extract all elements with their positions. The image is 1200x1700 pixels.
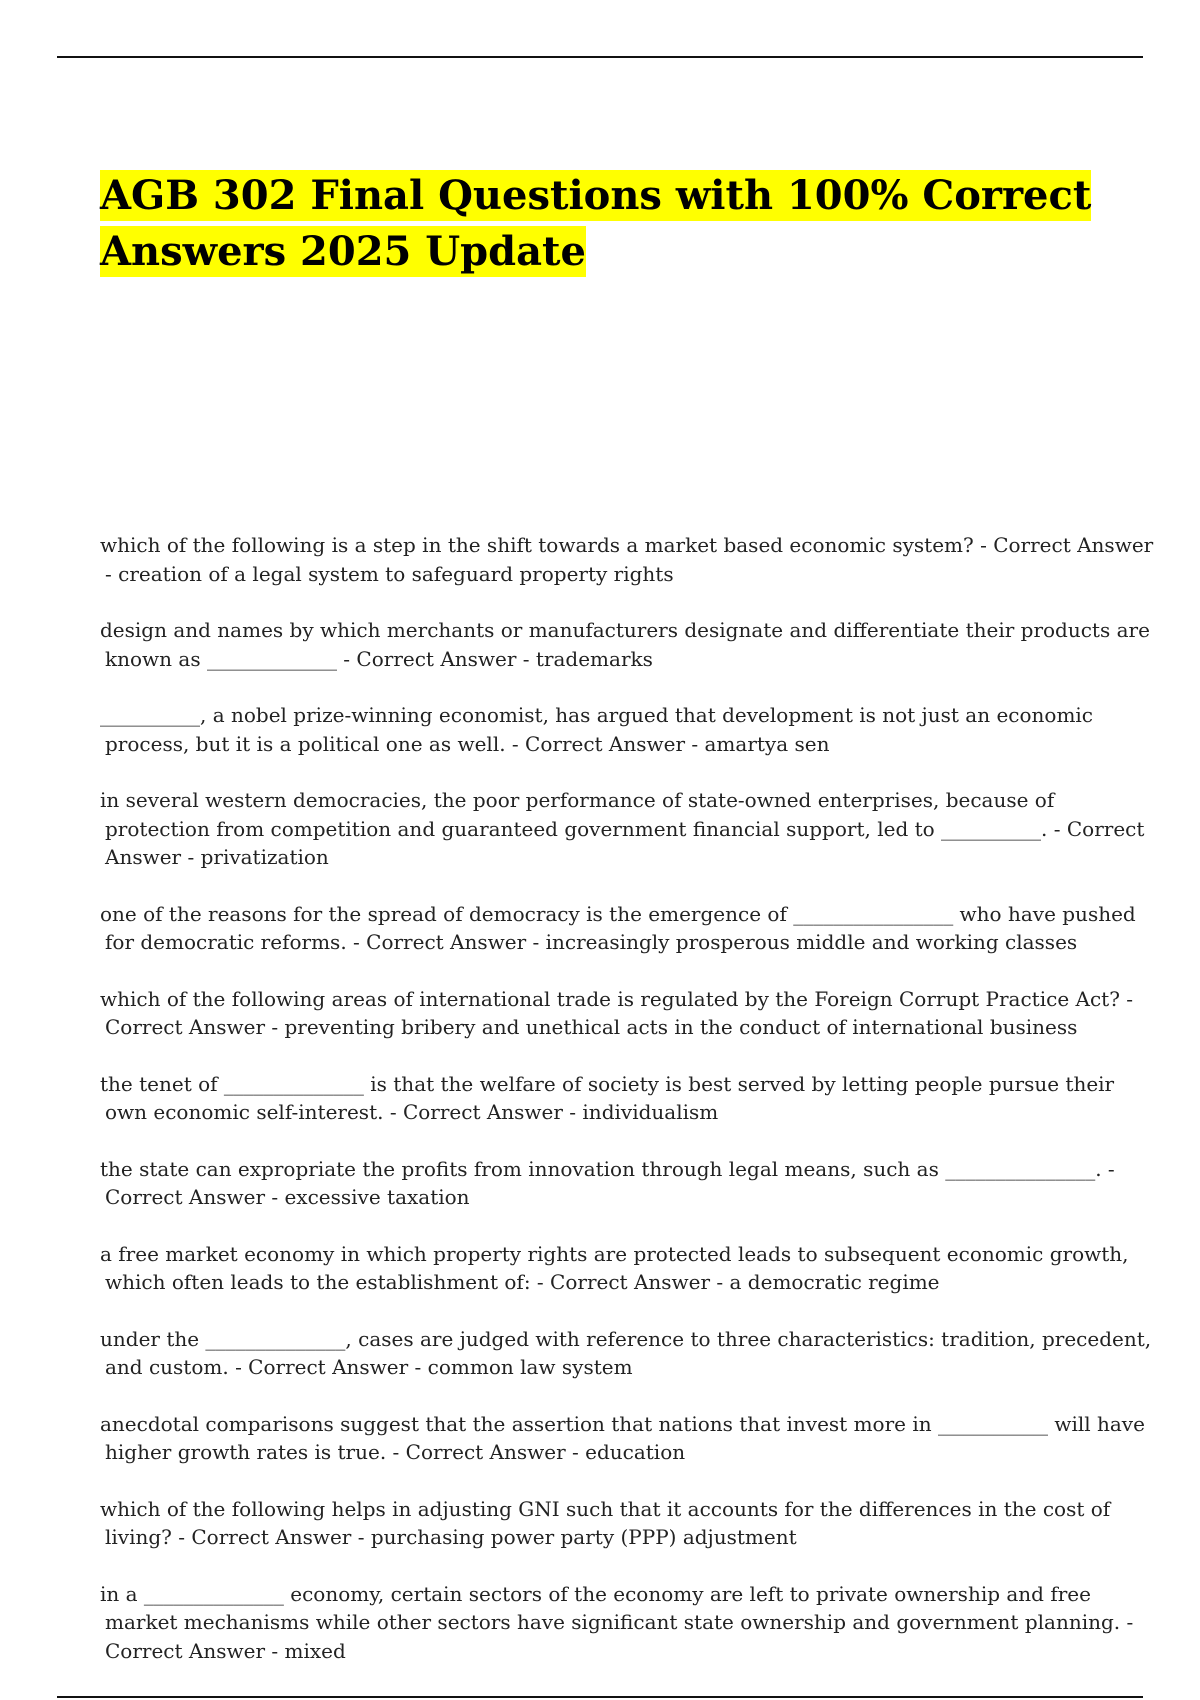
qa-item: which of the following areas of international trade is regulated by the Foreign Corrupt Practice Act? - Correct Answer - preventing bribery and unethical acts in the conduct of international business [100, 986, 1134, 1039]
qa-item: in a ______________ economy, certain sectors of the economy are left to private ownership and free market mechanisms while other sectors have significant state ownership and government planning. - Correct Answer - mixed [100, 1581, 1134, 1663]
title-highlight: AGB 302 Final Questions with 100% Correct Answers 2025 Update [100, 172, 1092, 275]
qa-item: a free market economy in which property rights are protected leads to subsequent economic growth, which often leads to the establishment of: - Correct Answer - a democratic regime [100, 1241, 1129, 1294]
qa-item: one of the reasons for the spread of democracy is the emergence of ________________ who have pushed for democratic reforms. - Correct Answer - increasingly prosperous middle and working classes [100, 901, 1136, 954]
qa-list [100, 531, 1160, 1693]
qa-item: in several western democracies, the poor performance of state-owned enterprises, because of protection from competition and guaranteed government financial support, led to __________. - Correct Answer - privatization [100, 788, 1145, 869]
qa-item: the state can expropriate the profits from innovation through legal means, such as _______________. - Correct Answer - excessive taxation [100, 1156, 1115, 1209]
qa-item: anecdotal comparisons suggest that the assertion that nations that invest more in ___________ will have higher growth rates is true. - Correct Answer - education [100, 1411, 1145, 1464]
qa-item: design and names by which merchants or manufacturers designate and differentiate their products are known as _____________ - Correct Answer - trademarks [100, 618, 1150, 671]
qa-item: __________, a nobel prize-winning economist, has argued that development is not just an economic process, but it is a political one as well. - Correct Answer - amartya sen [100, 703, 1094, 756]
qa-item: which of the following helps in adjusting GNI such that it accounts for the differences in the cost of living? - Correct Answer - purchasing power party (PPP) adjustment [100, 1496, 1111, 1549]
document-title [100, 168, 1100, 280]
qa-item: which of the following is a step in the shift towards a market based economic system? - Correct Answer - creation of a legal system to safeguard property rights [100, 533, 1154, 586]
qa-item: under the ______________, cases are judged with reference to three characteristics: tradition, precedent, and custom. - Correct Answer - common law system [100, 1326, 1152, 1379]
top-rule [57, 56, 1143, 58]
bottom-rule [57, 1696, 1143, 1698]
qa-item: the tenet of ______________ is that the welfare of society is best served by letting people pursue their own economic self-interest. - Correct Answer - individualism [100, 1071, 1115, 1124]
